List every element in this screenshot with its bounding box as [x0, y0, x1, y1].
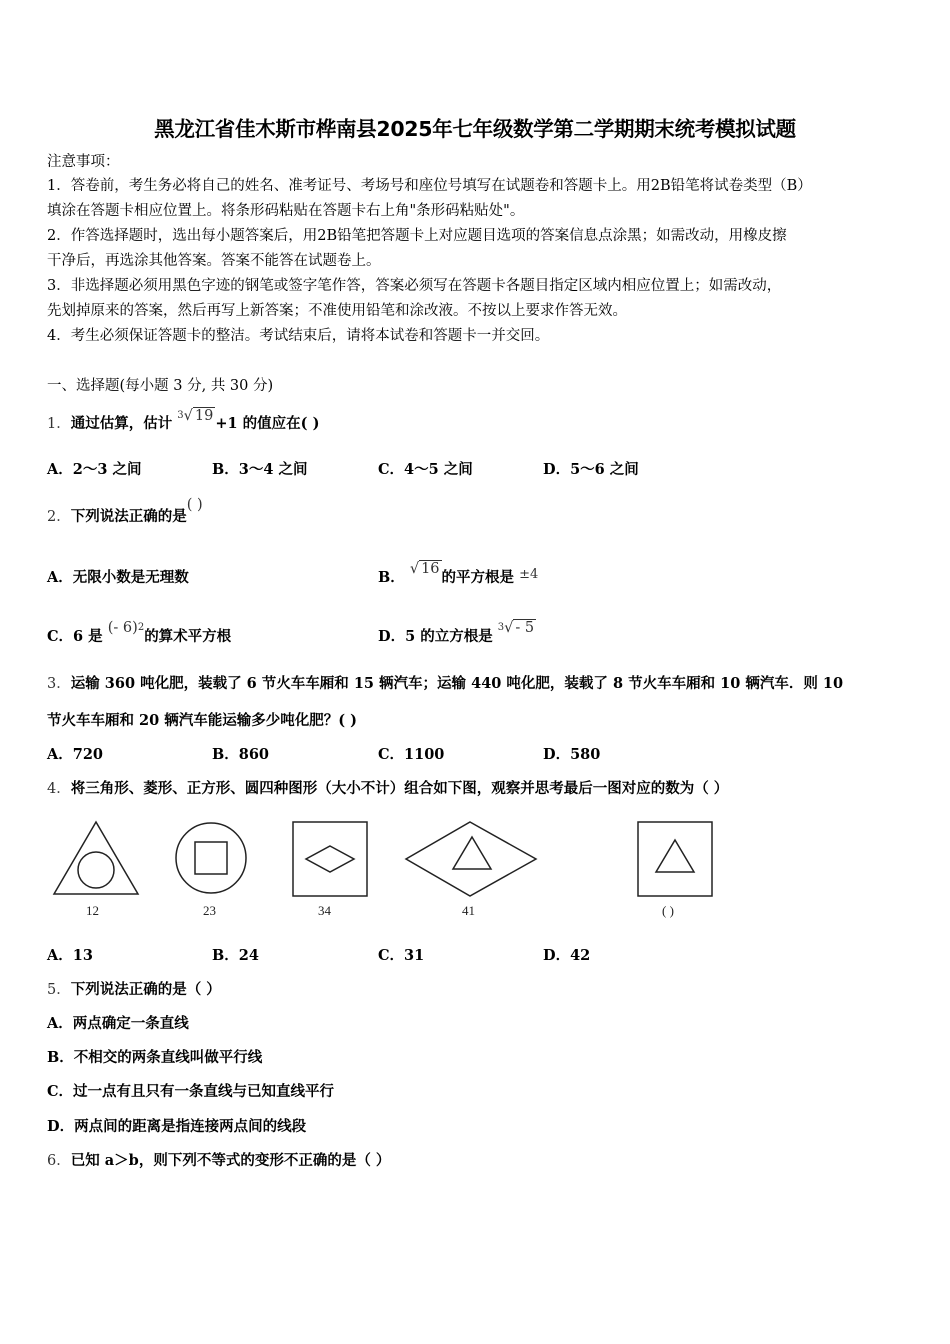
option-d[interactable]: D．580 [543, 746, 601, 763]
rhombus-shape [306, 846, 354, 872]
option-a[interactable]: A．2～3 之间 [47, 461, 142, 478]
option-c[interactable]: C．过一点有且只有一条直线与已知直线平行 [47, 1083, 335, 1100]
option-b[interactable]: B．3～4 之间 [212, 461, 308, 478]
notice-line: 先划掉原来的答案，然后再写上新答案；不准使用铅笔和涂改液。不按以上要求作答无效。 [47, 303, 627, 319]
triangle-shape [54, 822, 138, 894]
option-c[interactable]: C．1100 [378, 746, 445, 763]
notice-line: 1．答卷前，考生务必将自己的姓名、准考证号、考场号和座位号填写在试题卷和答题卡上。用2B铅笔将试卷类型（B） [47, 178, 812, 194]
circle-shape [78, 852, 114, 888]
notice-line: 2．作答选择题时，选出每小题答案后，用2B铅笔把答题卡上对应题目选项的答案信息点涂黑；如需改动，用橡皮擦 [47, 228, 787, 244]
option-d[interactable]: D．两点间的距离是指连接两点间的线段 [47, 1118, 307, 1135]
question-2 [47, 497, 203, 530]
question-number: 4． [47, 781, 71, 797]
cube-root-19: $^3$√ 19 [177, 408, 214, 424]
notice-line: 干净后，再选涂其他答案。答案不能答在试题卷上。 [47, 253, 381, 269]
question-number: 1． [47, 416, 71, 432]
base: (- 6) [107, 620, 138, 636]
question-4 [47, 776, 728, 802]
square-shape [638, 822, 712, 896]
triangle-shape [453, 837, 491, 869]
option-c[interactable] [47, 620, 232, 650]
question-number: 3． [47, 676, 71, 692]
option-c[interactable]: C．4～5 之间 [378, 461, 473, 478]
question-text: 下列说法正确的是 [70, 508, 187, 525]
figure-label: 34 [318, 903, 331, 918]
root-index: 3 [177, 410, 184, 421]
option-text: 的平方根是 [441, 569, 515, 586]
figure-label: ( ) [662, 903, 674, 918]
page-title: 黑龙江省佳木斯市桦南县2025年七年级数学第二学期期末统考模拟试题 [154, 117, 796, 141]
circle-shape [176, 823, 246, 893]
question-text: 下列说法正确的是（ ） [70, 981, 221, 998]
option-b[interactable]: B．24 [212, 947, 259, 964]
square-shape [195, 842, 227, 874]
notice-line: 4．考生必须保证答题卡的整洁。考试结束后，请将本试卷和答题卡一并交回。 [47, 328, 550, 344]
notice-line: 填涂在答题卡相应位置上。将条形码粘贴在答题卡右上角"条形码粘贴处"。 [47, 203, 525, 219]
option-c[interactable]: C．31 [378, 947, 425, 964]
option-label: D．5 的立方根是 [378, 628, 493, 645]
option-d[interactable]: D．42 [543, 947, 591, 964]
option-a[interactable]: A．无限小数是无理数 [47, 569, 189, 586]
root-index: 3 [497, 622, 505, 633]
question-6 [47, 1148, 390, 1174]
square-shape [293, 822, 367, 896]
question-number: 6． [47, 1153, 71, 1169]
question-3-line2: 节火车车厢和 20 辆汽车能运输多少吨化肥？( ) [47, 712, 358, 729]
option-b[interactable]: B．860 [212, 746, 270, 763]
exponent: 2 [137, 622, 145, 633]
rhombus-shape [406, 822, 536, 896]
question-text: 运输 360 吨化肥，装载了 6 节火车车厢和 15 辆汽车；运输 440 吨化肥，装载了 8 节火车车厢和 10 辆汽车．则 10 [70, 675, 844, 692]
figure-label: 41 [462, 903, 475, 918]
option-b[interactable] [378, 561, 539, 591]
figure-label: 23 [203, 903, 216, 918]
sqrt-16: √ 16 [409, 561, 440, 577]
option-a[interactable]: A．13 [47, 947, 93, 964]
question-number: 2． [47, 509, 71, 525]
option-value: ±4 [519, 567, 539, 582]
notice-line: 3．非选择题必须用黑色字迹的钢笔或签字笔作答，答案必须写在答题卡各题目指定区域内相应位置上；如需改动， [47, 278, 782, 294]
question-number: 5． [47, 982, 71, 998]
question-5 [47, 977, 221, 1003]
question-1 [47, 408, 320, 437]
question-text: 通过估算，估计 [70, 415, 173, 432]
option-d[interactable] [378, 620, 536, 650]
triangle-shape [656, 840, 694, 872]
option-a[interactable]: A．720 [47, 746, 104, 763]
question-text-post: +1 的值应在( ) [215, 415, 320, 432]
question-text: 已知 a＞b，则下列不等式的变形不正确的是（ ） [70, 1152, 391, 1169]
figure-label: 12 [86, 903, 99, 918]
option-d[interactable]: D．5～6 之间 [543, 461, 639, 478]
question-text: 将三角形、菱形、正方形、圆四种图形（大小不计）组合如下图，观察并思考最后一图对应的数为（ ） [70, 780, 729, 797]
option-text: 的算术平方根 [144, 628, 232, 645]
radicand: 16 [421, 561, 440, 577]
expression [108, 620, 144, 636]
option-a[interactable]: A．两点确定一条直线 [47, 1015, 189, 1032]
option-label: C．6 是 [47, 628, 103, 645]
answer-paren: ( ) [186, 497, 203, 513]
question-3 [47, 671, 843, 697]
option-label: B． [378, 569, 405, 586]
shape-combination-figure [40, 812, 730, 924]
notice-heading: 注意事项： [47, 154, 120, 170]
option-b[interactable]: B．不相交的两条直线叫做平行线 [47, 1049, 263, 1066]
radicand: - 5 [515, 620, 535, 636]
cube-root-neg5: $^3$√ - 5 [497, 620, 535, 636]
radicand: 19 [194, 408, 214, 424]
section-heading: 一、选择题(每小题 3 分, 共 30 分) [47, 378, 274, 394]
